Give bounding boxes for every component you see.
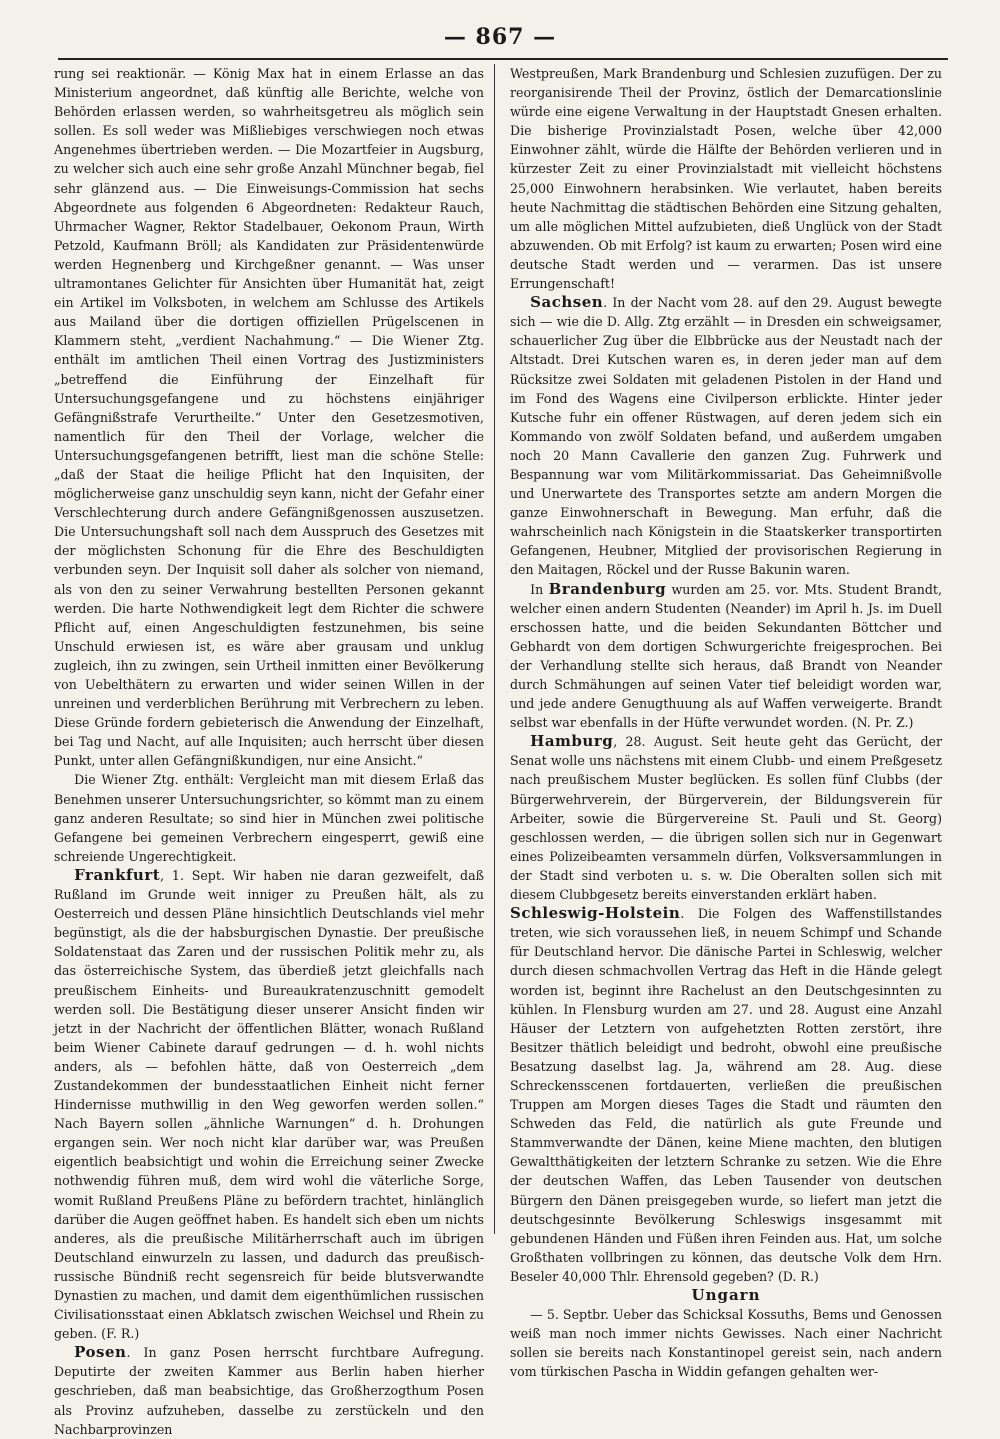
article-ungarn (510, 1305, 942, 1381)
heading-posen: Posen (74, 1343, 127, 1362)
dateline-hamburg: , 28. August. (613, 734, 703, 750)
body-brandenburg: wurden am 25. vor. Mts. Student Brandt, welcher einen andern Studenten (Neander) im April h. Js. im Duell erschossen hatte, und die beiden Sekundanten Böttcher und Gebhardt von dem dortigen Schwurgerichte freigesprochen. Bei der Verhandlung stellte sich heraus, daß Brandt von Neander durch Schmähungen auf seinen Vater tief beleidigt worden war, und jede andere Genugthuung als auf Waffen verweigerte. Brandt selbst war ebenfalls in der Hüfte verwundet worden. (510, 581, 942, 731)
source-brandenburg: (N. Pr. Z.) (851, 715, 914, 731)
heading-brandenburg: Brandenburg (548, 579, 667, 598)
article-sachsen (510, 293, 942, 579)
left-column (54, 64, 485, 1437)
article-schleswig-holstein (510, 904, 942, 1286)
heading-sachsen: Sachsen (530, 293, 604, 312)
body-frankfurt: Wir haben nie daran gezweifelt, daß Rußland im Grunde weit inniger zu Preußen hält, als zu Oesterreich und dessen Pläne hinsichtlich Deutschlands viel mehr begünstigt, als die der habsburgischen Dynastie. Der preußische Soldatenstaat das Zaren und der russischen Politik mehr zu, als das österreichische System, das überdieß jetzt gleichfalls nach preußischem Einheits- und Bureaukratenzuschnitt gemodelt werden soll. Die Bestätigung dieser unserer Ansicht finden wir jetzt in der Nachricht der öffentlichen Blätter, wonach Rußland beim Wiener Cabinete darauf gedrungen — d. h. wohl nichts anders, als — befohlen hätte, daß von Oesterreich „dem Zustandekommen der bundesstaatlichen Einheit nicht ferner Hindernisse muthwillig in den Weg geworfen werden sollen.“ Nach Bayern sollen „ähnliche Warnungen“ d. h. Drohungen ergangen sein. Wer noch nicht klar darüber war, was Preußen eigentlich beabsichtigt und wohin die Erreichung seiner Zwecke nothwendig führen muß, dem wird wohl die väterliche Sorge, womit Rußland Preußens Pläne zu befördern trachtet, hinlänglich darüber die Augen geöffnet haben. Es handelt sich eben um nichts anderes, als die preußische Militärherrschaft auch im übrigen Deutschland einwurzeln zu lassen, und dadurch das preußisch-russische Bündniß recht segensreich für beide blutsverwandte Dynastien zu machen, und damit dem eigenthümlichen russischen Civilisationsstaat einen Abklatsch zwischen Weichsel und Rhein zu geben. (54, 867, 485, 1342)
header-rule (58, 58, 948, 60)
article-frankfurt (54, 866, 484, 1343)
dateline-frankfurt: , 1. Sept. (160, 867, 225, 883)
page-number: — 867 — (443, 24, 557, 50)
heading-ungarn-line (510, 1286, 942, 1305)
heading-schleswig-holstein: Schleswig-Holstein (510, 904, 681, 923)
body-schleswig-holstein: . Die Folgen des Waffenstillstandes treten, wie sich voraussehen ließ, in neuem Schimpf und Schande für Deutschland hervor. Die dänische Partei in Schleswig, welcher durch diesen schmachvollen Vertrag das Heft in die Hände gelegt worden ist, beginnt ihre Rachelust an den Deutschgesinnten zu kühlen. In Flensburg wurden am 27. und 28. August eine Anzahl Häuser der Letztern von aufgehetzten Rotten zerstört, ihre Besitzer thätlich beleidigt und bedroht, obwohl eine preußische Besatzung daselbst lag. Ja, während am 28. Aug. diese Schreckensscenen fortdauerten, verließen die preußischen Truppen am Morgen dieses Tages die Stadt und räumten den Schweden das Feld, die natürlich als gute Freunde und Stammverwandte der Dänen, keine Miene machten, den blutigen Gewaltthätigkeiten der letztern Schranke zu setzen. Wie die Ehre der deutschen Waffen, das Leben Tausender von deutschen Bürgern den Dänen preisgegeben wurde, so liefert man jetzt die deutschgesinnte Bevölkerung Schleswigs insgesammt mit gebundenen Händen und Füßen ihren Feinden aus. Hat, um solche Großthaten vollbringen zu können, das deutsche Volk dem Hrn. Beseler 40,000 Thlr. Ehrensold gegeben? (510, 906, 942, 1284)
article-posen (54, 1343, 484, 1438)
article-hamburg (510, 732, 942, 904)
article-posen-continued: Westpreußen, Mark Brandenburg und Schlesien zuzufügen. Der zu reorganisirende Theil der Provinz, östlich der Demarcationslinie würde eine eigene Verwaltung in der Hauptstadt Gnesen erhalten. Die bisherige Provinzialstadt Posen, welche über 42,000 Einwohner zählt, würde die Hälfte der Behörden verlieren und in kürzester Zeit zu einer Provinzialstadt mit vielleicht höchstens 25,000 Einwohnern herabsinken. Wie verlautet, haben bereits heute Nachmittag die städtischen Behörden eine Sitzung gehalten, um alle möglichen Mittel aufzubieten, dieß Unglück von der Stadt abzuwenden. Ob mit Erfolg? ist kaum zu erwarten; Posen wird eine deutsche Stadt werden und — verarmen. Das ist unsere Errungenschaft! (510, 66, 942, 292)
body-sachsen: . In der Nacht vom 28. auf den 29. August bewegte sich — wie die D. Allg. Ztg erzählt — in Dresden ein schweigsamer, schauerlicher Zug über die Elbbrücke aus der Neustadt nach der Altstadt. Drei Kutschen waren es, in deren jeder man auf dem Rücksitze zwei Soldaten mit geladenen Pistolen in der Hand und im Fond des Wagens eine Civilperson erblickte. Hinter jeder Kutsche fuhr ein offener Rüstwagen, auf deren jedem sich ein Kommando von zwölf Soldaten befand, und außerdem umgaben noch 20 Mann Cavallerie den ganzen Zug. Fuhrwerk und Bespannung war vom Militärkommissariat. Das Geheimnißvolle und Unerwartete des Transportes setzte am andern Morgen die ganze Einwohnerschaft in Bewegung. Man erfuhr, daß die wahrscheinlich nach Königstein in die Staatskerker transportirten Gefangenen, Heubner, Mitglied der provisorischen Regierung in den Maitagen, Röckel und der Russe Bakunin waren. (510, 295, 942, 578)
body-hamburg: Seit heute geht das Gerücht, der Senat wolle uns nächstens mit einem Clubb- und einem Preßgesetz nach preußischem Muster beglücken. Es sollen fünf Clubbs (der Bürgerwehrverein, der Bürgerverein, der Bildungsverein für Arbeiter, sowie die Bürgervereine St. Pauli und St. Georg) geschlossen werden, — die übrigen sollen sich nur in Gegenwart eines Polizeibeamten versammeln dürfen, Volksversammlungen in der Stadt sind verboten u. s. w. Die Oberalten sollen sich mit diesem Clubbgesetz bereits einverstanden erklärt haben. (510, 734, 942, 903)
right-column (510, 64, 942, 1380)
article-wiener-ztg: Die Wiener Ztg. enthält: Vergleicht man mit diesem Erlaß das Benehmen unserer Untersuchungsrichter, so kömmt man zu einem ganz anderen Resultate; so sind hier in München zwei politische Gefangene bei gemeinen Verbrechern eingesperrt, gewiß eine schreiende Ungerechtigkeit. (54, 772, 484, 864)
article-bayern-continued: rung sei reaktionär. — König Max hat in einem Erlasse an das Ministerium angeordnet, daß künftig alle Berichte, welche von Behörden erlassen werden, so wahrheitsgetreu als möglich sein sollen. Es soll weder was Mißliebiges verschwiegen noch etwas Angenehmes übertrieben werden. — Die Mozartfeier in Augsburg, zu welcher sich auch eine sehr große Anzahl Münchner begab, fiel sehr glänzend aus. — Die Einweisungs-Commission hat sechs Abgeordnete aus folgenden 6 Abgeordneten: Redakteur Rauch, Uhrmacher Wagner, Rektor Stadelbauer, Oekonom Praun, Wirth Petzold, Kaufmann Bröll; als Kandidaten zur Präsidentenwürde werden Hegnenberg und Kirchgeßner genannt. — Was unser ultramontanes Gelichter für Ansichten über Humanität hat, zeigt ein Artikel im Volksboten, in welchem am Schlusse des Artikels aus Mailand über die dortigen offiziellen Prügelscenen in Klammern steht, „verdient Nachahmung.“ — Die Wiener Ztg. enthält im amtlichen Theil einen Vortrag des Justizministers „betreffend die Einführung der Einzelhaft für Untersuchungsgefangene und zu höchstens einjähriger Gefängnißstrafe Verurtheilte.“ Unter den Gesetzesmotiven, namentlich für den Theil der Vorlage, welcher die Untersuchungsgefangenen betrifft, liest man die schöne Stelle: „daß der Staat die heilige Pflicht hat den Inquisiten, der möglicherweise ganz unschuldig seyn kann, nicht der Gefahr einer Verschlechterung durch andere Gefängnißgenossen auszusetzen. Die Untersuchungshaft soll nach dem Ausspruch des Gesetzes mit der möglichsten Schonung für die Ehre des Beschuldigten verbunden seyn. Der Inquisit soll daher als solcher von niemand, als von den zu seiner Verwahrung bestellten Personen gekannt werden. Die harte Nothwendigkeit legt dem Richter die schwere Pflicht auf, einen Angeschuldigten festzunehmen, bis seine Unschuld erwiesen ist, es wäre aber grausam und unklug zugleich, ihn zu zwingen, sein Urtheil inmitten einer Bevölkerung von Uebelthätern zu erwarten und wider seinen Willen in der unreinen und verderblichen Berührung mit Verbrechern zu leben. Diese Gründe fordern gebieterisch die Anwendung der Einzelhaft, bei Tag und Nacht, auf alle Inquisiten; auch herrscht über diesen Punkt, unter allen Gefängnißkundigen, nur eine Ansicht.“ (54, 66, 484, 769)
dateline-ungarn: — 5. Septbr. (530, 1307, 609, 1323)
body-posen: . In ganz Posen herrscht furchtbare Aufregung. Deputirte der zweiten Kammer aus Berlin haben hierher geschrieben, daß man beabsichtige, das Großherzogthum Posen als Provinz aufzuheben, dasselbe zu zerstückeln und den Nachbarprovinzen (54, 1345, 484, 1437)
body-ungarn: Ueber das Schicksal Kossuths, Bems und Genossen weiß man noch immer nichts Gewisses. Nach einer Nachricht sollen sie bereits nach Konstantinopel gereist sein, nach andern vom türkischen Pascha in Widdin gefangen gehalten wer- (510, 1307, 942, 1380)
heading-frankfurt: Frankfurt (74, 865, 161, 884)
heading-ungarn: Ungarn (691, 1286, 761, 1304)
prefix-brandenburg: In (530, 581, 549, 597)
heading-hamburg: Hamburg (530, 732, 614, 751)
source-schleswig-holstein: (D. R.) (777, 1268, 819, 1284)
source-frankfurt: (F. R.) (101, 1326, 140, 1342)
article-brandenburg (510, 580, 942, 733)
column-divider (494, 64, 495, 1234)
